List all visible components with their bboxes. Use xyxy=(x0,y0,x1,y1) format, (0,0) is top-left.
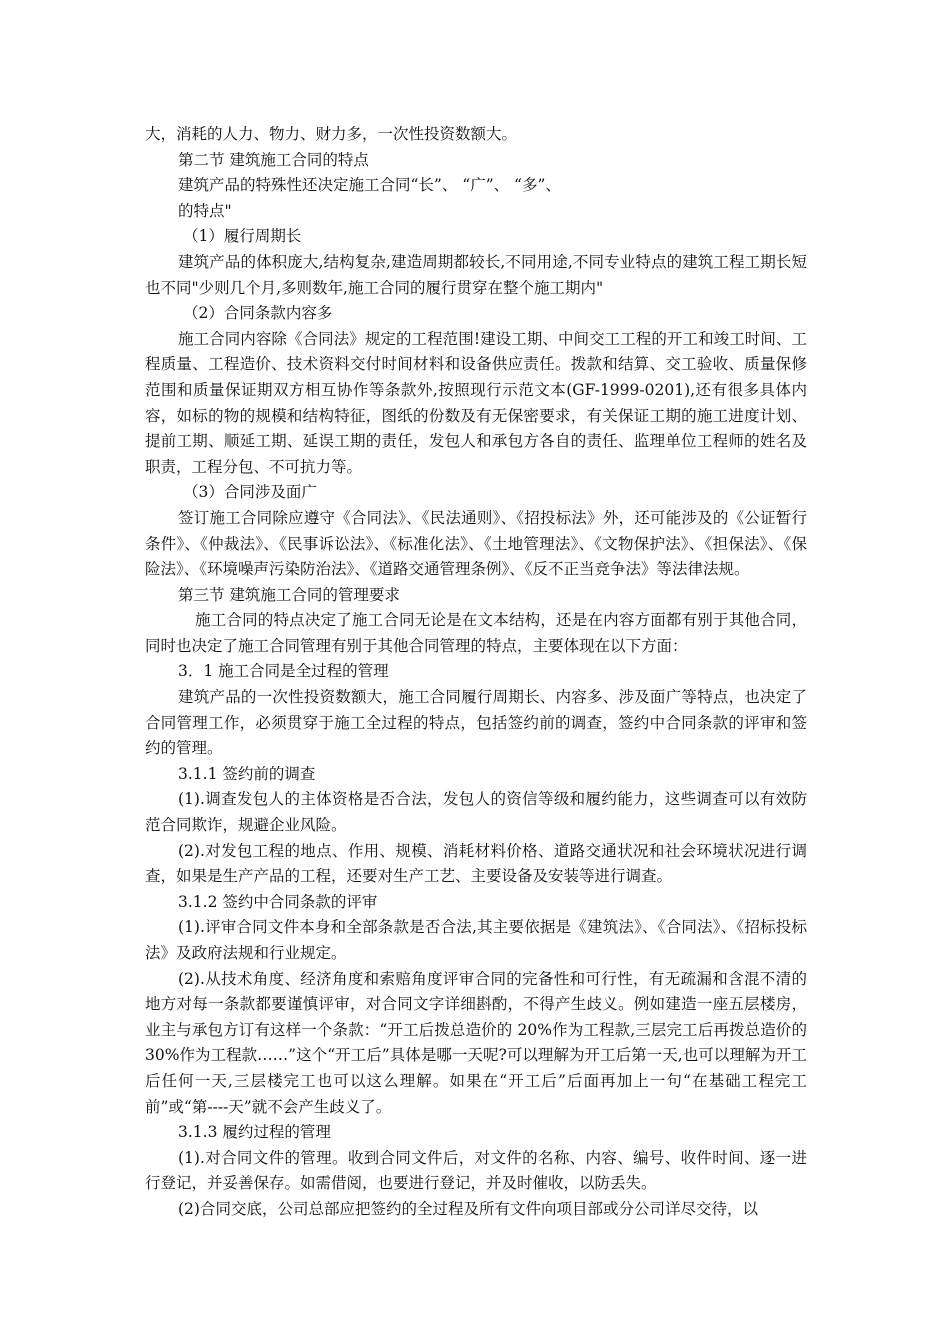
paragraph-3-1-1-item-2: (2).对发包工程的地点、作用、规模、消耗材料价格、道路交通状况和社会环境状况进行调查，如果是生产产品的工程，还要对生产工艺、主要设备及安装等进行调查。 xyxy=(145,841,807,886)
subheading-long-period: （1）履行周期长 xyxy=(183,227,302,246)
paragraph-continuation: 大，消耗的人力、物力、财力多，一次性投资数额大。 xyxy=(145,125,518,143)
subheading-3-1: 3．1 施工合同是全过程的管理 xyxy=(178,662,389,681)
paragraph-features-intro-end: 的特点" xyxy=(178,201,232,220)
document-body xyxy=(145,122,807,1223)
subheading-many-clauses: （2）合同条款内容多 xyxy=(183,304,333,323)
paragraph-many-clauses: 施工合同内容除《合同法》规定的工程范围!建设工期、中间交工工程的开工和竣工时间、工程质量、工程造价、技术资料交付时间材料和设备供应责任。拨款和结算、交工验收、质量保修范围和质量保证期双方相互协作等条款外,按照现行示范文本(GF-1999-0201),还有很多具体内容，如标的物的规模和结构特征，图纸的份数及有无保密要求，有关保证工期的施工进度计划、提前工期、顺延工期、延误工期的责任，发包人和承包方各自的责任、监理单位工程师的姓名及职责，工程分包、不可抗力等。 xyxy=(145,329,807,476)
subheading-3-1-2: 3.1.2 签约中合同条款的评审 xyxy=(178,892,378,911)
paragraph-3-1: 建筑产品的一次性投资数额大，施工合同履行周期长、内容多、涉及面广等特点，也决定了合同管理工作，必须贯穿于施工全过程的特点，包括签约前的调查，签约中合同条款的评审和签约的管理。 xyxy=(145,688,807,758)
subheading-3-1-1: 3.1.1 签约前的调查 xyxy=(178,764,316,783)
paragraph-long-period: 建筑产品的体积庞大,结构复杂,建造周期都较长,不同用途,不同专业特点的建筑工程工期长短也不同"少则几个月,多则数年,施工合同的履行贯穿在整个施工期内" xyxy=(145,252,807,297)
paragraph-3-1-2-item-1: (1).评审合同文件本身和全部条款是否合法,其主要依据是《建筑法》、《合同法》、《招标投标法》及政府法规和行业规定。 xyxy=(145,918,807,962)
subheading-wide-scope: （3）合同涉及面广 xyxy=(183,483,317,502)
paragraph-management-intro: 施工合同的特点决定了施工合同无论是在文本结构，还是在内容方面都有别于其他合同，同时也决定了施工合同管理有别于其他合同管理的特点，主要体现在以下方面： xyxy=(145,611,807,655)
paragraph-3-1-1-item-1: (1).调查发包人的主体资格是否合法，发包人的资信等级和履约能力，这些调查可以有效防范合同欺诈，规避企业风险。 xyxy=(145,790,807,835)
paragraph-features-intro: 建筑产品的特殊性还决定施工合同“长”、 “广”、 “多”、 xyxy=(178,176,561,195)
section-heading-2: 第二节 建筑施工合同的特点 xyxy=(178,150,369,169)
paragraph-3-1-2-item-2: (2).从技术角度、经济角度和索赔角度评审合同的完备性和可行性，有无疏漏和含混不清的地方对每一条款都要谨慎评审，对合同文字详细斟酌，不得产生歧义。例如建造一座五层楼房，业主与承包方订有这样一个条款：“开工后拨总造价的 20%作为工程款,三层完工后再拨总造价的 30%作为工程款……”这个“开工后”具体是哪一天呢?可以理解为开工后第一天,也可以理解为开工后任何一天,三层楼完工也可以这么理解。如果在“开工后”后面再加上一句“在基础工程完工前”或“第----天”就不会产生歧义了。 xyxy=(145,969,807,1116)
paragraph-3-1-3-item-2: (2)合同交底，公司总部应把签约的全过程及所有文件向项目部或分公司详尽交待，以 xyxy=(178,1199,758,1218)
paragraph-wide-scope: 签订施工合同除应遵守《合同法》、《民法通则》、《招投标法》外，还可能涉及的《公证暂行条件》、《仲裁法》、《民事诉讼法》、《标准化法》、《土地管理法》、《文物保护法》、《担保法》、《保险法》、《环境噪声污染防治法》、《道路交通管理条例》、《反不正当竞争法》等法律法规。 xyxy=(145,508,807,579)
subheading-3-1-3: 3.1.3 履约过程的管理 xyxy=(178,1123,331,1142)
paragraph-3-1-3-item-1: (1).对合同文件的管理。收到合同文件后，对文件的名称、内容、编号、收件时间、逐一进行登记，并妥善保存。如需借阅，也要进行登记，并及时催收，以防丢失。 xyxy=(145,1148,807,1193)
section-heading-3: 第三节 建筑施工合同的管理要求 xyxy=(178,585,400,604)
